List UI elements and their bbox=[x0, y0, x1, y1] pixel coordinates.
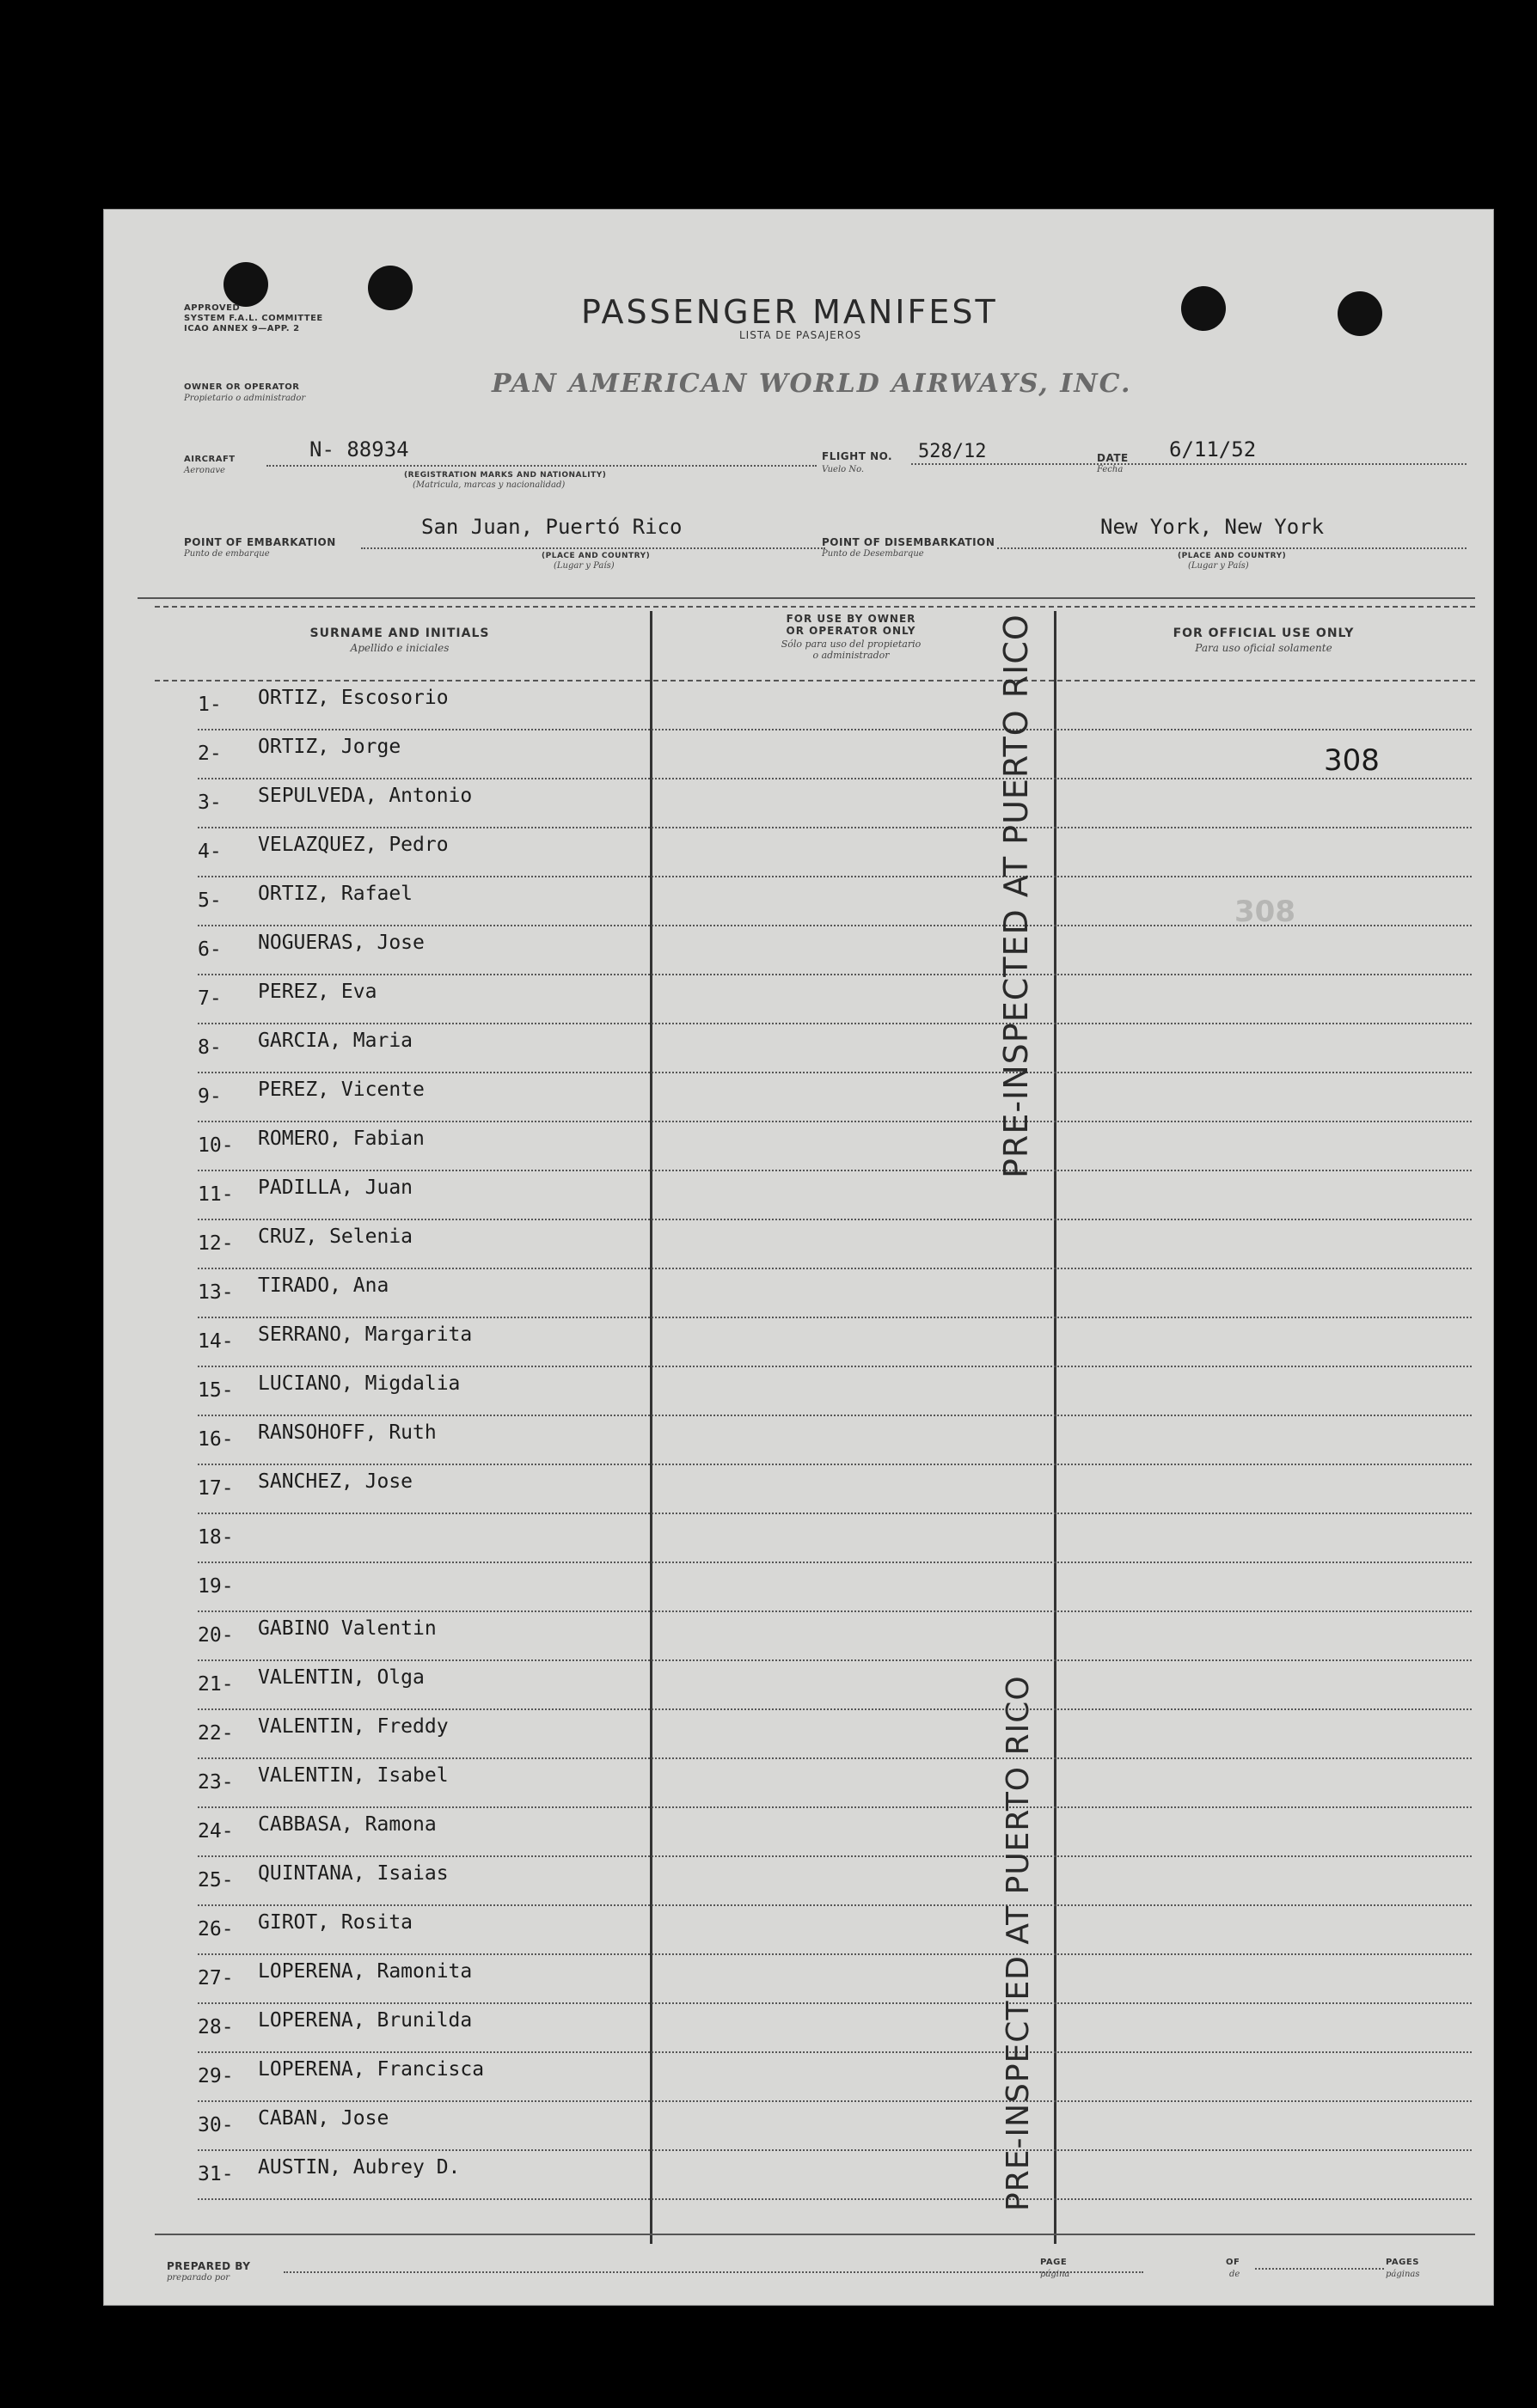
passenger-name: ORTIZ, Escosorio bbox=[258, 687, 449, 709]
table-row bbox=[155, 1514, 1472, 1563]
page-subtitle: LISTA DE PASAJEROS bbox=[739, 329, 862, 341]
flight-label: FLIGHT NO. bbox=[822, 450, 893, 462]
table-row bbox=[155, 926, 1472, 975]
passenger-name: GARCIA, Maria bbox=[258, 1030, 413, 1052]
owner-use-header bbox=[653, 613, 1049, 637]
surname-header: SURNAME AND INITIALS bbox=[309, 626, 490, 640]
punch-hole bbox=[1338, 291, 1382, 336]
table-row bbox=[155, 1612, 1472, 1661]
owner-label-es: Propietario o administrador bbox=[184, 394, 306, 403]
passenger-name: SERRANO, Margarita bbox=[258, 1323, 473, 1346]
official-number-ghost: 308 bbox=[1234, 895, 1295, 929]
table-top-rule bbox=[138, 597, 1475, 599]
footer-rule bbox=[155, 2234, 1475, 2235]
passenger-name: ROMERO, Fabian bbox=[258, 1128, 425, 1150]
passenger-name: LOPERENA, Ramonita bbox=[258, 1960, 473, 1983]
disembarkation-label: POINT OF DISEMBARKATION bbox=[822, 536, 995, 548]
passenger-name: VALENTIN, Freddy bbox=[258, 1715, 449, 1738]
passenger-name: SANCHEZ, Jose bbox=[258, 1470, 413, 1493]
table-row bbox=[155, 1024, 1472, 1073]
prepared-by-line bbox=[284, 2271, 1143, 2273]
aircraft-note-es: (Matricula, marcas y nacionalidad) bbox=[413, 480, 566, 490]
pages-label-es: páginas bbox=[1386, 2270, 1420, 2279]
row-number: 21- bbox=[198, 1673, 234, 1696]
passenger-name: GABINO Valentin bbox=[258, 1617, 437, 1640]
date-label-es: Fecha bbox=[1097, 465, 1124, 474]
passenger-name: NOGUERAS, Jose bbox=[258, 932, 425, 954]
owner-use-es-line: o administrador bbox=[812, 650, 890, 661]
table-row bbox=[155, 1073, 1472, 1122]
page-label-es: página bbox=[1040, 2270, 1070, 2279]
row-number: 4- bbox=[198, 840, 222, 863]
surname-header-es: Apellido e iniciales bbox=[350, 642, 450, 654]
inspection-stamp-upper: PRE-INSPECTED AT PUERTO RICO bbox=[997, 614, 1035, 1178]
pages-label: PAGES bbox=[1386, 2258, 1419, 2267]
row-number: 14- bbox=[198, 1330, 234, 1353]
row-number: 8- bbox=[198, 1036, 222, 1059]
row-number: 18- bbox=[198, 1526, 234, 1549]
table-row bbox=[155, 730, 1472, 779]
row-number: 28- bbox=[198, 2016, 234, 2038]
row-number: 15- bbox=[198, 1379, 234, 1402]
inspection-stamp-lower: PRE-INSPECTED AT PUERTO RICO bbox=[1001, 1675, 1036, 2211]
table-row bbox=[155, 1269, 1472, 1318]
table-row bbox=[155, 1416, 1472, 1465]
table-row bbox=[155, 1661, 1472, 1710]
passenger-name: PADILLA, Juan bbox=[258, 1176, 413, 1199]
row-number: 1- bbox=[198, 694, 222, 716]
row-number: 11- bbox=[198, 1183, 234, 1206]
passenger-name: PEREZ, Eva bbox=[258, 981, 377, 1003]
embarkation-note-es: (Lugar y País) bbox=[554, 561, 615, 571]
prepared-by-label-es: preparado por bbox=[167, 2273, 230, 2283]
aircraft-value: N- 88934 bbox=[309, 437, 409, 461]
passenger-name: ORTIZ, Jorge bbox=[258, 736, 401, 758]
passenger-name: VALENTIN, Olga bbox=[258, 1666, 425, 1689]
aircraft-label-es: Aeronave bbox=[184, 466, 225, 475]
row-number: 20- bbox=[198, 1624, 234, 1647]
passenger-name: LUCIANO, Migdalia bbox=[258, 1372, 461, 1395]
of-label: OF bbox=[1226, 2258, 1240, 2267]
row-number: 26- bbox=[198, 1918, 234, 1940]
embarkation-label-es: Punto de embarque bbox=[184, 549, 270, 559]
owner-use-line: OR OPERATOR ONLY bbox=[786, 625, 916, 637]
row-number: 5- bbox=[198, 889, 222, 912]
passenger-name: ORTIZ, Rafael bbox=[258, 883, 413, 905]
table-row bbox=[155, 1171, 1472, 1220]
passenger-name: SEPULVEDA, Antonio bbox=[258, 785, 473, 807]
embarkation-note: (PLACE AND COUNTRY) bbox=[542, 552, 651, 560]
punch-hole bbox=[224, 262, 268, 307]
row-number: 22- bbox=[198, 1722, 234, 1745]
passenger-name: GIROT, Rosita bbox=[258, 1911, 413, 1934]
page-line bbox=[1255, 2268, 1384, 2270]
row-number: 27- bbox=[198, 1967, 234, 1989]
embarkation-label: POINT OF EMBARKATION bbox=[184, 536, 336, 548]
passenger-name: PEREZ, Vicente bbox=[258, 1079, 425, 1101]
row-number: 6- bbox=[198, 938, 222, 961]
disembarkation-value: New York, New York bbox=[1100, 515, 1325, 539]
aircraft-line bbox=[266, 465, 817, 467]
page-label: PAGE bbox=[1040, 2258, 1068, 2267]
table-row bbox=[155, 1955, 1472, 2004]
flight-label-es: Vuelo No. bbox=[822, 465, 865, 474]
table-row bbox=[155, 1563, 1472, 1612]
row-number: 16- bbox=[198, 1428, 234, 1451]
row-number: 7- bbox=[198, 987, 222, 1010]
approved-block bbox=[184, 303, 323, 334]
passenger-name: AUSTIN, Aubrey D. bbox=[258, 2156, 461, 2179]
row-number: 12- bbox=[198, 1232, 234, 1255]
passenger-name: CABBASA, Ramona bbox=[258, 1813, 437, 1836]
disembarkation-line bbox=[997, 547, 1467, 549]
row-number: 24- bbox=[198, 1820, 234, 1843]
flight-value: 528/12 bbox=[918, 441, 987, 462]
table-row bbox=[155, 779, 1472, 828]
row-number: 29- bbox=[198, 2065, 234, 2087]
table-row bbox=[155, 1465, 1472, 1514]
date-value: 6/11/52 bbox=[1169, 437, 1257, 461]
row-number: 23- bbox=[198, 1771, 234, 1794]
disembarkation-note: (PLACE AND COUNTRY) bbox=[1178, 552, 1287, 560]
owner-use-header-es bbox=[653, 639, 1049, 661]
row-number: 17- bbox=[198, 1477, 234, 1500]
table-row bbox=[155, 1220, 1472, 1269]
table-row bbox=[155, 1122, 1472, 1171]
official-header: FOR OFFICIAL USE ONLY bbox=[1173, 626, 1355, 640]
punch-hole bbox=[368, 266, 413, 310]
owner-value: PAN AMERICAN WORLD AIRWAYS, INC. bbox=[492, 369, 1132, 399]
table-row bbox=[155, 1759, 1472, 1808]
approved-line: APPROVED bbox=[184, 303, 241, 313]
table-row bbox=[155, 1318, 1472, 1367]
row-number: 13- bbox=[198, 1281, 234, 1304]
owner-use-line: FOR USE BY OWNER bbox=[786, 613, 916, 625]
row-number: 9- bbox=[198, 1085, 222, 1108]
table-row bbox=[155, 1367, 1472, 1416]
table-row bbox=[155, 975, 1472, 1024]
manifest-form bbox=[103, 209, 1494, 2306]
passenger-name: LOPERENA, Francisca bbox=[258, 2058, 485, 2081]
prepared-by-label: PREPARED BY bbox=[167, 2260, 251, 2272]
aircraft-note: (REGISTRATION MARKS AND NATIONALITY) bbox=[404, 471, 607, 480]
passenger-name: VALENTIN, Isabel bbox=[258, 1764, 449, 1787]
passenger-name: TIRADO, Ana bbox=[258, 1274, 389, 1297]
passenger-name: RANSOHOFF, Ruth bbox=[258, 1421, 437, 1444]
punch-hole bbox=[1181, 286, 1226, 331]
table-row bbox=[155, 1808, 1472, 1857]
owner-label: OWNER OR OPERATOR bbox=[184, 382, 300, 392]
embarkation-line bbox=[361, 547, 825, 549]
table-row bbox=[155, 1710, 1472, 1759]
of-label-es: de bbox=[1229, 2270, 1240, 2279]
page-title: PASSENGER MANIFEST bbox=[581, 293, 998, 331]
passenger-name: VELAZQUEZ, Pedro bbox=[258, 834, 449, 856]
table-row bbox=[155, 681, 1472, 730]
row-number: 25- bbox=[198, 1869, 234, 1892]
date-line bbox=[1135, 463, 1467, 465]
disembarkation-note-es: (Lugar y País) bbox=[1188, 561, 1249, 571]
passenger-name: QUINTANA, Isaias bbox=[258, 1862, 449, 1885]
disembarkation-label-es: Punto de Desembarque bbox=[822, 549, 924, 559]
table-row bbox=[155, 2151, 1472, 2200]
official-header-es: Para uso oficial solamente bbox=[1195, 642, 1332, 654]
table-top-rule bbox=[155, 606, 1475, 608]
table-row bbox=[155, 1906, 1472, 1955]
row-number: 10- bbox=[198, 1134, 234, 1157]
row-number: 2- bbox=[198, 743, 222, 765]
row-number: 19- bbox=[198, 1575, 234, 1598]
approved-line: SYSTEM F.A.L. COMMITTEE bbox=[184, 314, 323, 323]
table-row bbox=[155, 2004, 1472, 2053]
table-row bbox=[155, 2053, 1472, 2102]
date-label: DATE bbox=[1097, 452, 1129, 464]
table-row bbox=[155, 1857, 1472, 1906]
table-row bbox=[155, 828, 1472, 877]
table-row bbox=[155, 2102, 1472, 2151]
embarkation-value: San Juan, Puertó Rico bbox=[421, 515, 683, 539]
official-number: 308 bbox=[1324, 743, 1380, 778]
row-number: 31- bbox=[198, 2163, 234, 2185]
row-number: 3- bbox=[198, 791, 222, 814]
passenger-name: CABAN, Jose bbox=[258, 2107, 389, 2130]
passenger-name: LOPERENA, Brunilda bbox=[258, 2009, 473, 2032]
row-number: 30- bbox=[198, 2114, 234, 2136]
approved-line: ICAO ANNEX 9—APP. 2 bbox=[184, 324, 300, 333]
passenger-name: CRUZ, Selenia bbox=[258, 1225, 413, 1248]
aircraft-label: AIRCRAFT bbox=[184, 455, 236, 464]
owner-use-es-line: Sólo para uso del propietario bbox=[781, 639, 922, 650]
